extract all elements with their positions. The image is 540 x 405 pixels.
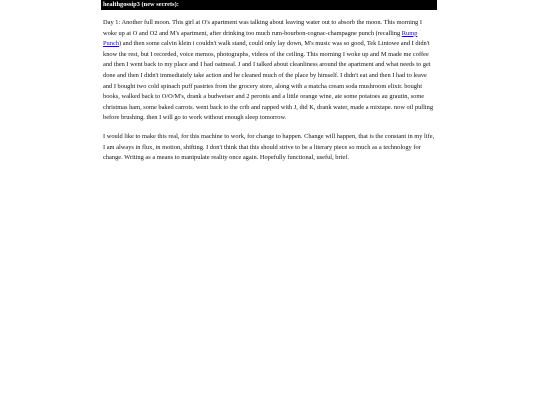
paragraph-1-text-start: Day 1: Another full moon. This girl at O's apartment was talking about leaving water out to absorb the moon. This morning I woke up at O and O2 and M's apartment, after drinking too much rum-bourbon-cognac-champagne punch (recalling — [103, 19, 422, 37]
paragraph-1 — [103, 18, 436, 124]
page-title: healthgossip3 (new secrets): — [101, 0, 437, 10]
rump-punch-link[interactable]: Rump Punch — [103, 29, 418, 48]
paragraph-2: I would like to make this real, for this machine to work, for change to happen. Change will happen, that is the constant in my life, I am always in flux, in motion, shifting. I don't think that this should strive to be a literary piece so much as a technology for change. Writing as a means to manipulate reality once again. Hopefully functional, useful, brief. — [103, 132, 435, 162]
post-body — [103, 18, 436, 172]
paragraph-1-text-end: ) and then some calvin klein i couldn't walk stand, could only lay down, M's music was so good, Tek Lintowe and I didn't know the rest, but I recorded, voice memos, photographs, videos of the ceiling. This morning I woke up and M made me coffee and then I went back to my place and I had oatmeal. J and I talked about cleanliness around the apartment and what needs to get done and then I didn't immediately take action and he cleaned much of the place by himself. I didn't eat and then I had to leave and I bought two cold spinach puff pastries from the grocery store, along with a matcha cream soda mushroom elixir. bought books, walked back to O/O/M's, drank a budweiser and 2 peronis and a little orange wine, ate some potatoes au grautin, some christmas ham, some baked carrots. went back to the crib and rapped with J, did K, drank water, made a mixtape. now oil pulling before brushing. then I will go to work without enough sleep tomorrow. — [103, 40, 434, 122]
